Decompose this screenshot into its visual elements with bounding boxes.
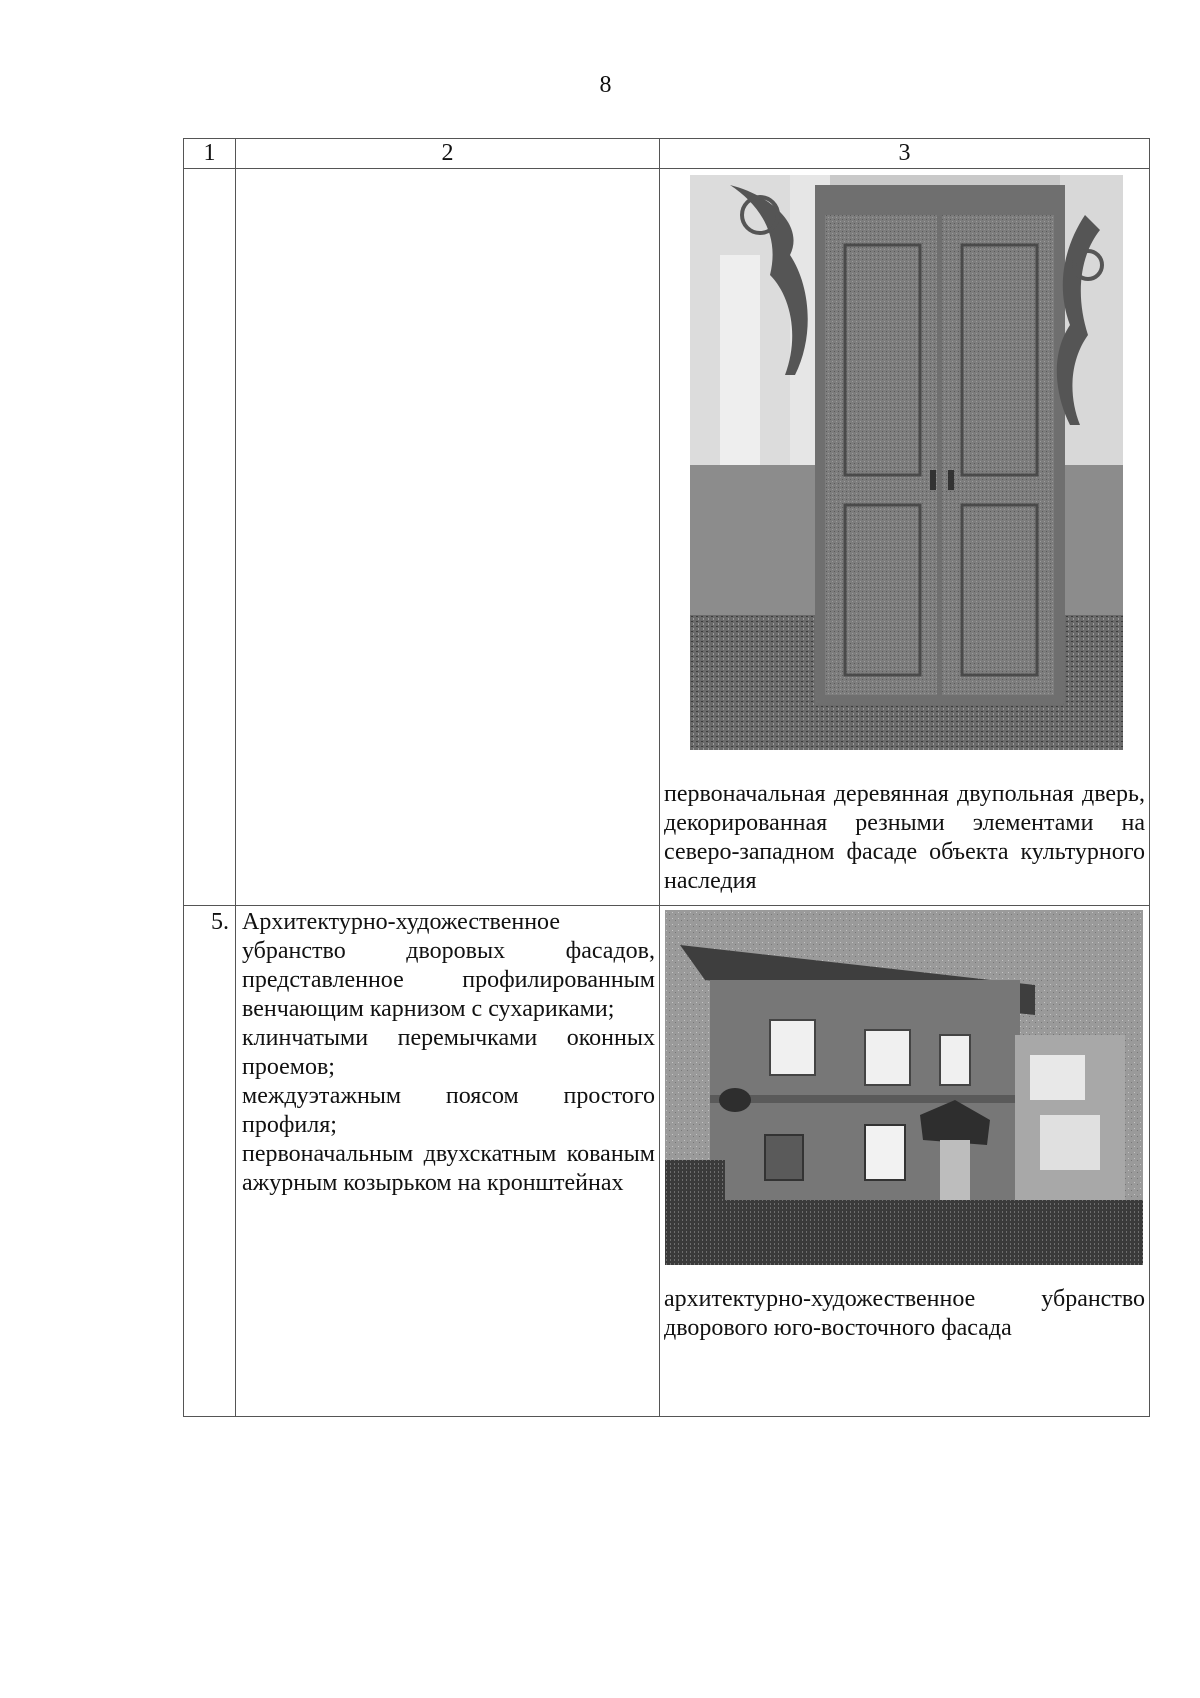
- wooden-double-door-photo: [690, 175, 1123, 750]
- heritage-elements-table: [183, 138, 1150, 1417]
- column-header-2: 2: [236, 139, 660, 169]
- row-number: 5.: [184, 906, 236, 1417]
- description-paragraph: междуэтажным поясом простого профиля;: [242, 1083, 655, 1138]
- row-number: [184, 169, 236, 906]
- description-paragraph: клинчатыми перемычками оконных проемов;: [242, 1025, 655, 1080]
- description-paragraph: первоначальным двухскатным кованым ажурным козырьком на кронштейнах: [242, 1141, 655, 1196]
- photo-caption: архитектурно-художественное убранство дворового юго-восточного фасада: [664, 1286, 1145, 1341]
- table-row: [184, 906, 1150, 1417]
- row-photo-cell: [660, 906, 1150, 1417]
- description-paragraph: Архитектурно-художественное убранство дворовых фасадов, представленное профилированным венчающим карнизом с сухариками;: [242, 909, 655, 1022]
- column-header-3: 3: [660, 139, 1150, 169]
- row-photo-cell: [660, 169, 1150, 906]
- table-row: [184, 169, 1150, 906]
- row-description: [236, 906, 660, 1417]
- row-description: [236, 169, 660, 906]
- column-header-1: 1: [184, 139, 236, 169]
- photo-caption: первоначальная деревянная двупольная дверь, декорированная резными элементами на северо-западном фасаде объекта культурного наследия: [664, 781, 1145, 894]
- courtyard-facade-photo: [665, 910, 1143, 1265]
- table-header-row: [184, 139, 1150, 169]
- page-number: 8: [599, 72, 612, 98]
